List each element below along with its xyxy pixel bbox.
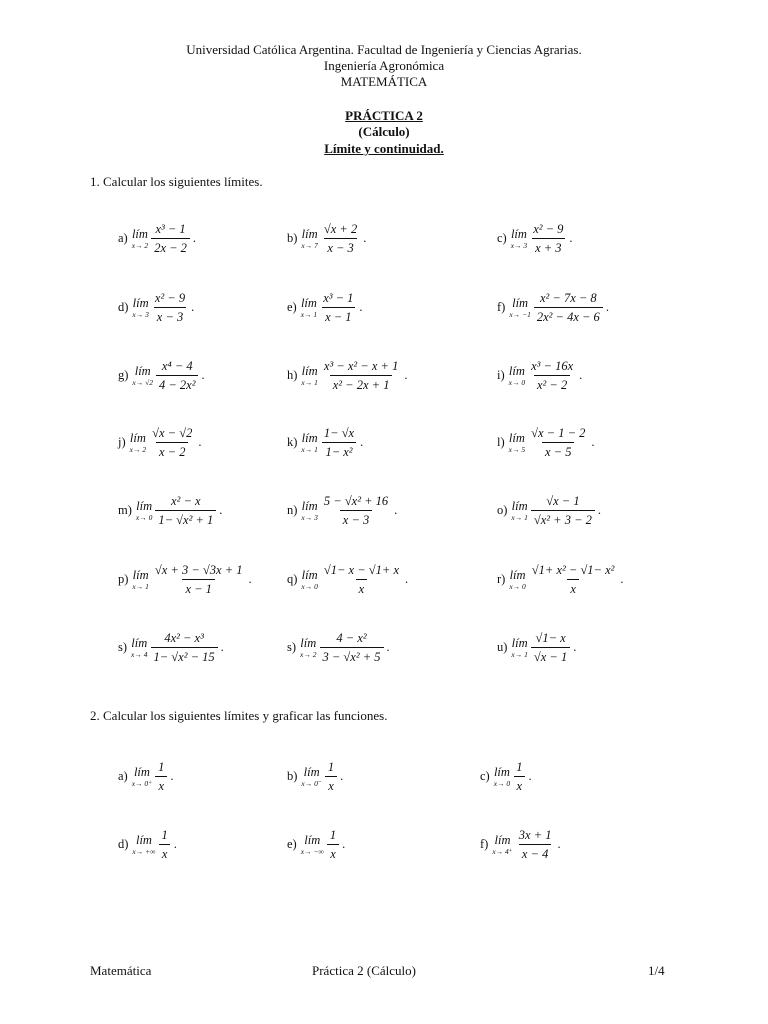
limit-subscript: x→ 0⁻	[301, 779, 322, 789]
exercise-e	[287, 828, 345, 862]
exercise-s	[118, 631, 224, 665]
limit-word: lím	[131, 226, 148, 241]
limit-word: lím	[304, 832, 321, 847]
exercise-label: g)	[118, 368, 129, 383]
limit-operator	[301, 432, 317, 454]
limit-word: lím	[134, 363, 151, 378]
exercise-label: c)	[497, 231, 507, 246]
denominator: x + 3	[532, 238, 564, 255]
numerator: 3x + 1	[518, 828, 552, 842]
exercise-n	[287, 494, 397, 528]
exercise-label: k)	[287, 435, 298, 450]
period: .	[219, 503, 223, 518]
exercise-o	[497, 494, 601, 528]
limit-subscript: x→ 4	[131, 650, 148, 660]
limit-subscript: x→ 2	[300, 650, 317, 660]
limit-word: lím	[511, 635, 528, 650]
limit-subscript: x→ 5	[508, 445, 526, 455]
period: .	[363, 231, 367, 246]
fraction	[531, 494, 595, 528]
limit-word: lím	[129, 430, 146, 445]
fraction	[151, 631, 218, 665]
exercise-label: h)	[287, 368, 298, 383]
limit-word: lím	[135, 832, 152, 847]
denominator: x − 3	[154, 307, 186, 324]
denominator: 3 − √x² + 5	[320, 647, 384, 664]
numerator: 1	[158, 760, 165, 774]
numerator: 1− √x	[323, 426, 355, 440]
numerator: 1	[327, 760, 335, 774]
limit-operator	[132, 365, 153, 387]
exercise-label: o)	[497, 503, 508, 518]
denominator: √x² + 3 − 2	[531, 510, 595, 527]
limit-operator	[494, 766, 510, 788]
limit-subscript: x→ 1	[511, 513, 528, 523]
denominator: x	[325, 776, 337, 793]
fraction	[321, 222, 360, 256]
limit-word: lím	[508, 363, 525, 378]
exercise-p	[118, 563, 252, 597]
limit-subscript: x→ 1	[132, 582, 149, 592]
practice-subtitle: (Cálculo)	[358, 124, 410, 139]
limit-operator	[132, 228, 148, 250]
exercise-label: b)	[287, 769, 298, 784]
limit-operator	[132, 569, 148, 591]
limit-subscript: x→ +∞	[132, 847, 156, 857]
limit-word: lím	[493, 764, 510, 779]
limit-word: lím	[132, 567, 149, 582]
footer-left: Matemática	[90, 963, 152, 978]
limit-subscript: x→ 1	[301, 378, 318, 388]
numerator: √x + 2	[323, 222, 358, 236]
denominator: x	[567, 579, 579, 596]
limit-subscript: x→ √2	[132, 378, 153, 388]
denominator: x	[514, 776, 526, 793]
limit-operator	[509, 569, 525, 591]
limit-subscript: x→ −1	[509, 310, 531, 320]
numerator: x³ − 1	[323, 291, 354, 305]
fraction	[155, 760, 167, 794]
exercise-a	[118, 760, 174, 794]
denominator: √x − 1	[531, 647, 570, 664]
limit-word: lím	[301, 498, 318, 513]
limit-subscript: x→ 0⁺	[131, 779, 153, 789]
limit-operator	[301, 834, 324, 856]
period: .	[573, 640, 577, 655]
exercise-label: d)	[118, 837, 129, 852]
limit-subscript: x→ 3	[301, 513, 318, 523]
exercise-label: n)	[287, 503, 298, 518]
numerator: x³ − x² − x + 1	[323, 359, 399, 373]
limit-word: lím	[301, 363, 318, 378]
fraction	[152, 563, 246, 597]
period: .	[198, 435, 202, 450]
numerator: x² − 7x − 8	[539, 291, 597, 305]
period: .	[248, 572, 252, 587]
exercise-label: f)	[497, 300, 506, 315]
limit-operator	[511, 228, 527, 250]
exercise-s	[287, 631, 390, 665]
numerator: 1	[161, 828, 168, 842]
limit-subscript: x→ 2	[131, 241, 149, 251]
numerator: x² − 9	[533, 222, 564, 236]
limit-operator	[511, 500, 527, 522]
limit-operator	[509, 365, 525, 387]
period: .	[173, 837, 177, 852]
exercise-label: e)	[287, 300, 297, 315]
limit-operator	[301, 228, 317, 250]
limit-operator	[132, 297, 148, 319]
limit-operator	[301, 766, 321, 788]
practice-topic: Límite y continuidad.	[324, 141, 444, 156]
numerator: x⁴ − 4	[161, 359, 193, 373]
denominator: x	[327, 844, 339, 861]
limit-subscript: x→ 0	[509, 582, 526, 592]
exercise-label: j)	[118, 435, 126, 450]
limit-word: lím	[512, 295, 529, 310]
exercise-d	[118, 291, 194, 325]
exercise-label: b)	[287, 231, 298, 246]
exercise-label: e)	[287, 837, 297, 852]
limit-word: lím	[511, 498, 528, 513]
limit-operator	[492, 834, 512, 856]
fraction	[152, 291, 188, 325]
exercise-d	[118, 828, 177, 862]
limit-operator	[136, 500, 152, 522]
exercise-label: m)	[118, 503, 132, 518]
exercise-m	[118, 494, 222, 528]
numerator: x³ − 16x	[531, 359, 574, 373]
limit-word: lím	[131, 635, 148, 650]
exercise-label: a)	[118, 769, 128, 784]
fraction	[321, 563, 402, 597]
exercise-label: i)	[497, 368, 505, 383]
header-subject: MATEMÁTICA	[340, 74, 428, 89]
limit-operator	[509, 297, 531, 319]
numerator: √1− x − √1+ x	[323, 563, 400, 577]
fraction	[321, 426, 357, 460]
period: .	[620, 572, 624, 587]
fraction	[534, 291, 603, 325]
limit-operator	[131, 637, 147, 659]
fraction	[149, 426, 195, 460]
fraction	[528, 426, 588, 460]
denominator: x	[155, 776, 167, 793]
denominator: x − 3	[324, 238, 356, 255]
fraction	[528, 359, 576, 393]
denominator: 1− x²	[322, 442, 355, 459]
period: .	[220, 640, 224, 655]
limit-subscript: x→ 1	[300, 310, 318, 320]
numerator: 1	[329, 828, 337, 842]
limit-operator	[511, 637, 527, 659]
exercise-label: q)	[287, 572, 298, 587]
exercise-h	[287, 359, 407, 393]
fraction	[159, 828, 171, 862]
numerator: √x − √2	[152, 426, 193, 440]
limit-word: lím	[300, 635, 317, 650]
exercise-b	[287, 760, 343, 794]
practice-title: PRÁCTICA 2	[345, 108, 423, 123]
period: .	[359, 300, 363, 315]
exercise-label: d)	[118, 300, 129, 315]
limit-word: lím	[132, 295, 149, 310]
period: .	[386, 640, 390, 655]
limit-word: lím	[136, 498, 153, 513]
limit-operator	[132, 766, 152, 788]
period: .	[201, 368, 205, 383]
denominator: 1− √x² − 15	[151, 647, 218, 664]
numerator: 4 − x²	[336, 631, 367, 645]
exercise-label: s)	[287, 640, 297, 655]
limit-word: lím	[133, 764, 150, 779]
denominator: x² − 2	[534, 375, 570, 392]
exercise-label: r)	[497, 572, 506, 587]
period: .	[605, 300, 609, 315]
denominator: x − 2	[156, 442, 188, 459]
footer-center: Práctica 2 (Cálculo)	[312, 963, 416, 978]
exercise-label: s)	[118, 640, 128, 655]
exercise-k	[287, 426, 363, 460]
period: .	[569, 231, 573, 246]
denominator: 1− √x² + 1	[155, 510, 216, 527]
numerator: √x − 1	[546, 494, 580, 508]
period: .	[360, 435, 364, 450]
limit-operator	[132, 834, 155, 856]
limit-subscript: x→ −∞	[300, 847, 324, 857]
limit-subscript: x→ 1	[511, 650, 528, 660]
numerator: 4x² − x³	[164, 631, 204, 645]
limit-word: lím	[510, 226, 527, 241]
limit-word: lím	[301, 567, 318, 582]
limit-word: lím	[494, 832, 511, 847]
fraction	[321, 494, 391, 528]
denominator: x − 1	[182, 579, 214, 596]
exercise-label: l)	[497, 435, 505, 450]
numerator: x² − 9	[154, 291, 186, 305]
period: .	[597, 503, 602, 518]
fraction	[320, 631, 384, 665]
period: .	[591, 435, 595, 450]
limit-word: lím	[300, 295, 317, 310]
period: .	[405, 572, 409, 587]
exercise-label: c)	[480, 769, 490, 784]
numerator: √1− x	[535, 631, 566, 645]
denominator: x	[159, 844, 171, 861]
fraction	[151, 222, 190, 256]
limit-subscript: x→ 0	[508, 378, 526, 388]
period: .	[579, 368, 583, 383]
period: .	[557, 837, 561, 852]
denominator: x² − 2x + 1	[330, 375, 393, 392]
limit-subscript: x→ 0	[135, 513, 153, 523]
numerator: √x − 1 − 2	[531, 426, 586, 440]
limit-word: lím	[508, 430, 525, 445]
limit-subscript: x→ 7	[301, 241, 318, 251]
denominator: 2x − 2	[151, 238, 190, 255]
fraction	[320, 291, 356, 325]
exercise-l	[497, 426, 595, 460]
exercise-label: u)	[497, 640, 508, 655]
limit-word: lím	[509, 567, 526, 582]
limit-subscript: x→ 3	[510, 241, 528, 251]
exercise-q	[287, 563, 408, 597]
header-career: Ingeniería Agronómica	[323, 58, 445, 73]
limit-operator	[300, 637, 316, 659]
exercise-r	[497, 563, 624, 597]
exercise-a	[118, 222, 196, 256]
question-1-text: 1. Calcular los siguientes límites.	[90, 174, 263, 189]
exercise-label: f)	[480, 837, 489, 852]
period: .	[528, 769, 532, 784]
numerator: x³ − 1	[155, 222, 186, 236]
period: .	[404, 368, 408, 383]
exercise-label: p)	[118, 572, 129, 587]
exercise-f	[497, 291, 609, 325]
denominator: 4 − 2x²	[156, 375, 198, 392]
limit-subscript: x→ 1	[301, 445, 318, 455]
limit-subscript: x→ 3	[132, 310, 149, 320]
limit-word: lím	[301, 430, 318, 445]
numerator: √1+ x² − √1− x²	[531, 563, 615, 577]
fraction	[529, 563, 618, 597]
period: .	[394, 503, 398, 518]
exercise-i	[497, 359, 582, 393]
limit-subscript: x→ 0	[301, 582, 318, 592]
limit-operator	[301, 500, 317, 522]
exercise-c	[480, 760, 532, 794]
limit-word: lím	[301, 226, 318, 241]
denominator: 2x² − 4x − 6	[534, 307, 603, 324]
exercise-e	[287, 291, 363, 325]
limit-operator	[301, 365, 317, 387]
limit-operator	[130, 432, 146, 454]
numerator: x² − x	[171, 494, 201, 508]
exercise-b	[287, 222, 366, 256]
fraction	[530, 222, 566, 256]
exercise-label: a)	[118, 231, 128, 246]
fraction	[321, 359, 401, 393]
limit-word: lím	[303, 764, 320, 779]
denominator: x − 1	[322, 307, 354, 324]
denominator: x − 4	[519, 844, 551, 861]
exercise-u	[497, 631, 576, 665]
footer-page-number: 1/4	[648, 963, 665, 978]
limit-operator	[301, 569, 317, 591]
fraction	[516, 828, 555, 862]
denominator: x − 5	[542, 442, 574, 459]
period: .	[340, 769, 344, 784]
period: .	[170, 769, 174, 784]
limit-subscript: x→ 0	[493, 779, 511, 789]
fraction	[156, 359, 198, 393]
limit-subscript: x→ 2	[129, 445, 147, 455]
exercise-g	[118, 359, 205, 393]
fraction	[155, 494, 216, 528]
fraction	[327, 828, 339, 862]
exercise-c	[497, 222, 573, 256]
question-2-text: 2. Calcular los siguientes límites y graficar las funciones.	[90, 708, 388, 723]
numerator: 5 − √x² + 16	[323, 494, 389, 508]
limit-operator	[509, 432, 525, 454]
fraction	[531, 631, 570, 665]
exercise-f	[480, 828, 561, 862]
fraction	[325, 760, 337, 794]
exercise-j	[118, 426, 201, 460]
numerator: √x + 3 − √3x + 1	[154, 563, 243, 577]
fraction	[513, 760, 525, 794]
limit-operator	[301, 297, 317, 319]
denominator: x	[356, 579, 368, 596]
period: .	[342, 837, 346, 852]
period: .	[192, 231, 197, 246]
period: .	[191, 300, 195, 315]
denominator: x − 3	[340, 510, 372, 527]
numerator: 1	[516, 760, 523, 774]
limit-subscript: x→ 4⁺	[492, 847, 513, 857]
header-university: Universidad Católica Argentina. Facultad de Ingeniería y Ciencias Agrarias.	[186, 42, 582, 57]
